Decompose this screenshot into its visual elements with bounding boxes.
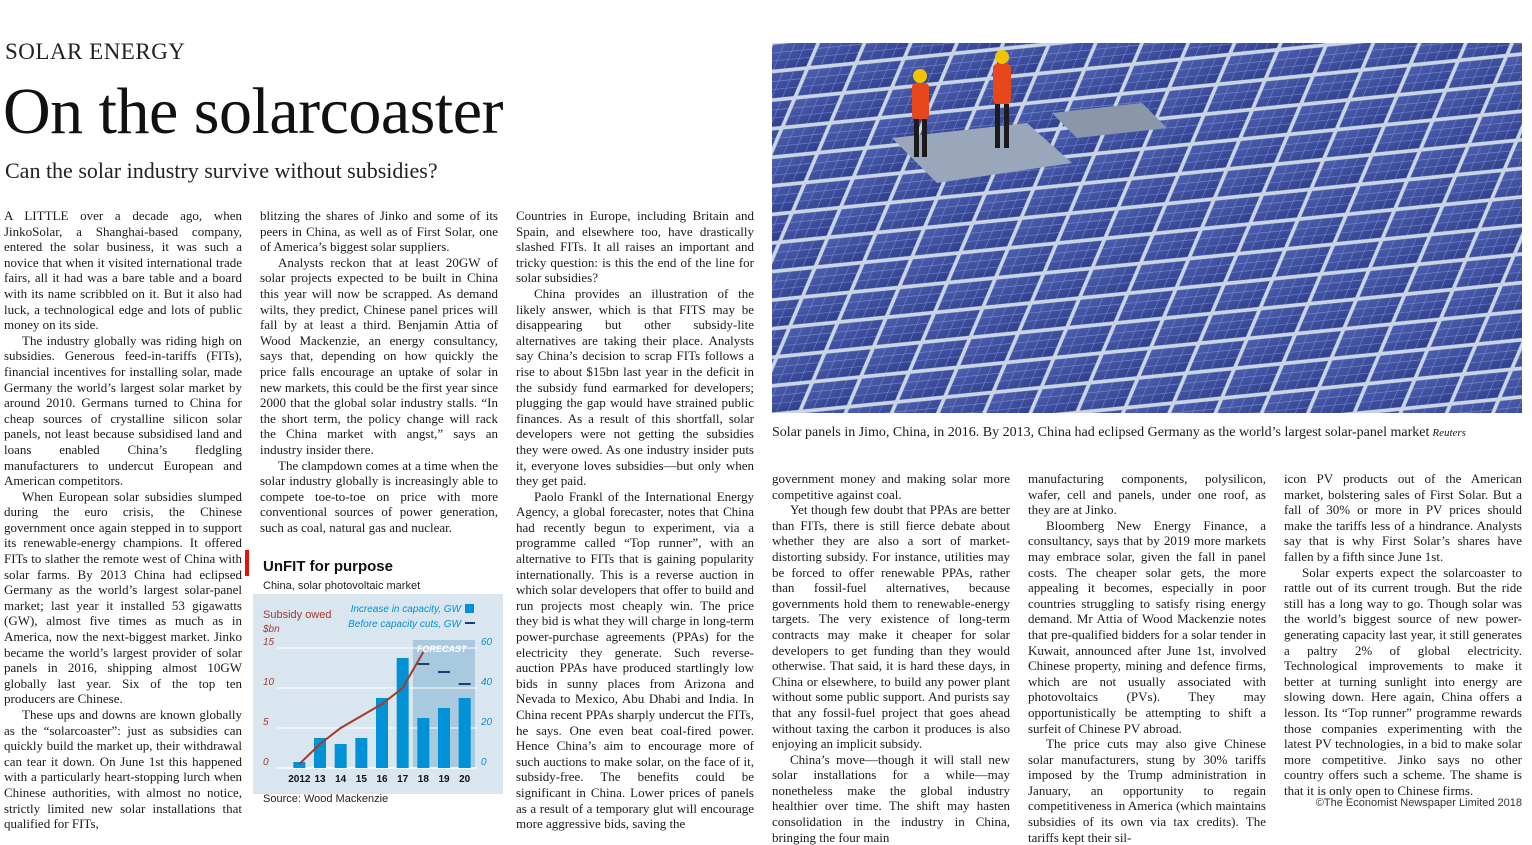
left-axis-label: Subsidy owed: [263, 609, 332, 621]
left-axis-tick-label: 0: [263, 757, 269, 768]
chart-source: Source: Wood Mackenzie: [263, 793, 389, 805]
left-axis-tick-label: 10: [263, 677, 275, 688]
x-tick-label: 17: [397, 774, 409, 785]
chart-unfit-for-purpose: [245, 550, 504, 812]
paragraph: When European solar subsidies slumped during the euro crisis, the Chinese government once again stepped in to support its renewable-energy champions. It offered FITs to slather the remote west of China with solar farms. By 2013 China had eclipsed Germany as the world’s largest solar-panel market; last year it installed 53 gigawatts (GW), almost five times as much as in America, now the next-biggest market. Jinko became the world’s largest provider of solar panels in 2016, shipping almost 10GW globally last year. Six of the top ten producers are Chinese.: [4, 488, 242, 707]
legend-before-cuts: Before capacity cuts, GW: [348, 619, 461, 630]
paragraph: China’s move—though it will stall new solar installations for a while—may nonetheless make the global industry healthier over time. The shift may hasten consolidation in the industry in China, bringing the four main: [772, 751, 1010, 845]
paragraph: icon PV products out of the American market, bolstering sales of First Solar. But a fall of 30% or more in PV prices should make the tariffs less of a hindrance. Analysts say that is why First Solar’s shares have fallen by a fifth since June 1st.: [1284, 471, 1522, 564]
paragraph: manufacturing components, polysilicon, wafer, cell and panels, under one roof, as they are at Jinko.: [1028, 471, 1266, 518]
legend-swatch-bar: [465, 604, 474, 613]
chart-title: UnFIT for purpose: [263, 558, 393, 575]
x-tick-label: 19: [438, 774, 450, 785]
solar-panels-photo: [772, 43, 1522, 413]
bar-capacity: [459, 698, 471, 768]
article-column-2: [260, 208, 498, 535]
forecast-label: FORECAST: [417, 644, 467, 654]
caption-credit: Reuters: [1432, 427, 1466, 439]
paragraph: Countries in Europe, including Britain and Spain, and elsewhere too, have drastically slashed FITs. It all raises an important and tricky question: is this the end of the line for solar subsidies?: [516, 208, 754, 286]
subhead: Can the solar industry survive without subsidies?: [5, 158, 438, 183]
legend-increase-capacity: Increase in capacity, GW: [350, 604, 461, 615]
bar-capacity: [355, 738, 367, 768]
paragraph: Bloomberg New Energy Finance, a consultancy, says that by 2019 more markets may embrace solar, given the fall in panel costs. The cheaper solar gets, the more appealing it becomes, especially in poor countries struggling to satisfy rising energy demand. Mr Attia of Wood Mackenzie notes that pre-qualified bidders for a solar tender in Kuwait, announced after June 1st, involved Chinese property, mining and defence firms, which are not usually associated with photovoltaics (PVs). They may opportunistically be attempting to shift a surfeit of Chinese PV abroad.: [1028, 517, 1266, 736]
paragraph: Analysts reckon that at least 20GW of solar projects expected to be built in China this year will now be scrapped. As demand wilts, they predict, Chinese panel prices will fall by at least a third. Benjamin Attia of Wood Mackenzie, an energy consultancy, says that, depending on how quickly the price falls encourage an uptake of solar in new markets, this could be the first year since 2000 that the global solar industry stalls. “In the short term, the policy change will rack the China market with angst,” says an industry insider there.: [260, 254, 498, 457]
bar-capacity: [397, 658, 409, 768]
right-axis-tick-label: 40: [481, 677, 493, 688]
paragraph: The industry globally was riding high on subsidies. Generous feed-in-tariffs (FITs), financial incentives for installing solar, made Germany the world’s largest solar market by around 2010. Germans turned to China for cheap sources of crystalline silicon solar panels, not least because subsidised land and loans enabled China’s fledgling manufacturers to undercut European and American competitors.: [4, 332, 242, 489]
paragraph: Solar experts expect the solarcoaster to rattle out of its current trough. But the ride still has a long way to go. Though solar was the world’s biggest source of new power-generating capacity last year, it still generates a paltry 2% of global electricity. Technological improvements to make it better at turning sunlight into energy are slowing down. Here again, China offers a lesson. Its “Top runner” programme rewards those companies experimenting with the latest PV technologies, in a bid to make solar more competitive. Jinko says no other country offers such a scheme. The shame is that it is only open to Chinese firms.: [1284, 564, 1522, 798]
article-column-1: [4, 208, 242, 832]
chart-subtitle: China, solar photovoltaic market: [263, 580, 421, 592]
article-column-6: [1284, 471, 1522, 798]
left-axis-tick-label: 15: [263, 637, 275, 648]
article-column-5: [1028, 471, 1266, 845]
headline: On the solarcoaster: [3, 75, 503, 148]
solar-panels-illustration: [772, 43, 1522, 413]
photo-caption: [772, 425, 1522, 441]
x-tick-label: 15: [355, 774, 367, 785]
paragraph: A LITTLE over a decade ago, when JinkoSolar, a Shanghai-based company, entered the solar business, it was such a novice that when it visited international trade fairs, all it had was a bare table and a board with its name scribbled on it. But it also had luck, a technological edge and lots of public money on its side.: [4, 208, 242, 333]
caption-text: Solar panels in Jimo, China, in 2016. By 2013, China had eclipsed Germany as the world’s largest solar-panel market: [772, 425, 1430, 440]
bar-capacity: [314, 738, 326, 768]
x-tick-label: 2012: [288, 774, 311, 785]
bar-capacity: [438, 708, 450, 768]
x-tick-label: 18: [417, 774, 429, 785]
paragraph: blitzing the shares of Jinko and some of its peers in China, as well as of First Solar, one of America’s biggest solar suppliers.: [260, 208, 498, 255]
paragraph: government money and making solar more competitive against coal.: [772, 471, 1010, 502]
paragraph: The price cuts may also give Chinese solar manufacturers, stung by 30% tariffs imposed by the Trump administration in January, an opportunity to regain competitiveness in America (which maintains subsidies of its own via tax credits). The tariffs kept their sil-: [1028, 736, 1266, 845]
left-axis-tick-label: 5: [263, 717, 269, 728]
bar-capacity: [335, 744, 347, 768]
paragraph: Yet though few doubt that PPAs are better than FITs, there is still fierce debate about whether they are also a sort of market-distorting subsidy. For instance, utilities may be forced to offer renewable PPAs, rather than fossil-fuel alternatives, because governments hold them to renewable-energy targets. The very existence of long-term contracts may make it cheaper for solar developers to get funding than they would otherwise. That said, it is hard these days, in China or elsewhere, to build any power plant without some public support. And purists say that any fossil-fuel project that goes ahead without taxing the carbon it produces is also enjoying an implicit subsidy.: [772, 502, 1010, 752]
paragraph: These ups and downs are known globally as the “solarcoaster”: just as subsidies can quickly build the market up, their withdrawal can tear it down. On June 1st this happened with a particularly heart-stopping lurch when Chinese authorities, with almost no notice, strictly limited new solar installations that qualified for FITs,: [4, 707, 242, 832]
copyright: ©The Economist Newspaper Limited 2018: [1315, 797, 1522, 809]
right-axis-tick-label: 60: [481, 637, 493, 648]
article-column-3: [516, 208, 754, 832]
x-tick-label: 16: [376, 774, 388, 785]
section-label: SOLAR ENERGY: [5, 39, 186, 64]
bar-capacity: [417, 718, 429, 768]
x-tick-label: 13: [314, 774, 326, 785]
chart-accent-rule: [245, 550, 249, 576]
x-tick-label: 14: [335, 774, 347, 785]
left-axis-unit: $bn: [263, 624, 280, 635]
paragraph: The clampdown comes at a time when the solar industry globally is increasingly able to compete toe-to-toe on price with more conventional sources of power generation, such as coal, natural gas and nuclear.: [260, 457, 498, 535]
paragraph: Paolo Frankl of the International Energy Agency, a global forecaster, notes that China had recently begun to experiment, via a programme called “Top runner”, with an alternative to FITs that is gaining popularity internationally. This is a reverse auction in which solar developers that offer to build and run projects most cheaply win. The price they bid is what they will charge in long-term power-purchase agreements (PPAs) for the electricity they generate. Such reverse-auction PPAs have produced startlingly low bids in sunny places from Arizona and Nevada to Mexico, Abu Dhabi and India. In China recent PPAs sharply undercut the FITs, he says. One even beat coal-fired power. Hence China’s aim to encourage more of such auctions to make solar, on the face of it, subsidy-free. The benefits could be significant in China. Lower prices of panels as a result of a temporary glut will encourage more aggressive bids, saving the: [516, 488, 754, 832]
article-column-4: [772, 471, 1010, 845]
bar-capacity: [376, 698, 388, 768]
paragraph: China provides an illustration of the likely answer, which is that FITS may be disappearing but other subsidy-lite alternatives are taking their place. Analysts say China’s decision to scrap FITs follows a rise to about $15bn last year in the deficit in the subsidy fund earmarked for developers; plugging the gap would have strained public finances. As a result of this shortfall, solar developers were not getting the subsidies they were owed. As one industry insider puts it, everyone loves subsidies—but only when they get paid.: [516, 285, 754, 489]
chart-svg: [253, 594, 503, 794]
x-tick-label: 20: [459, 774, 471, 785]
right-axis-tick-label: 0: [481, 757, 487, 768]
right-axis-tick-label: 20: [481, 717, 493, 728]
